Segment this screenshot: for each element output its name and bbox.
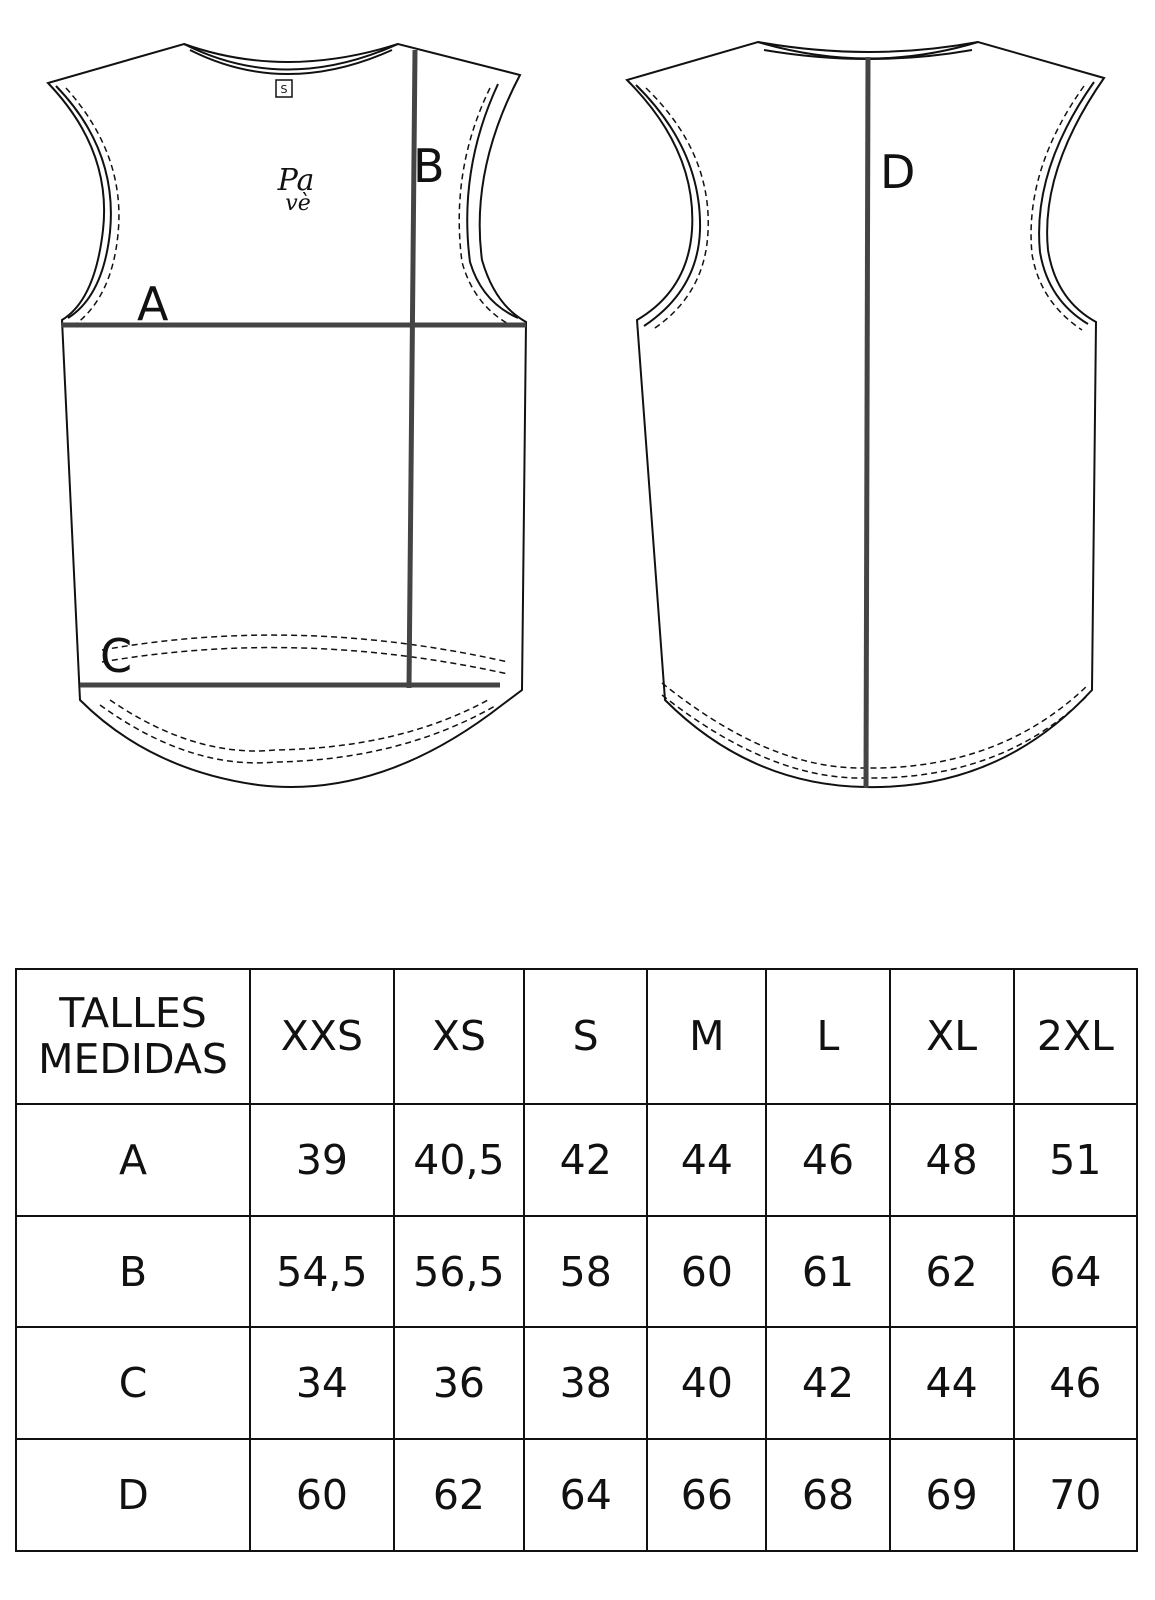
table-cell: 60 — [647, 1216, 766, 1328]
table-cell: 46 — [1014, 1327, 1137, 1439]
size-header: S — [524, 969, 647, 1104]
measure-lines-front — [62, 50, 526, 688]
brand-logo-line2: vè — [285, 191, 311, 216]
size-chart-table — [15, 968, 1138, 1552]
header-corner-line1: TALLES — [59, 989, 207, 1038]
header-corner-cell — [16, 969, 250, 1104]
table-cell: 60 — [250, 1439, 394, 1551]
table-cell: 40 — [647, 1327, 766, 1439]
table-cell: 40,5 — [394, 1104, 524, 1216]
size-header: M — [647, 969, 766, 1104]
measure-label-d: D — [880, 145, 916, 199]
table-cell: 42 — [766, 1327, 889, 1439]
measure-lines-back — [866, 57, 868, 788]
table-cell: 62 — [890, 1216, 1014, 1328]
brand-logo-line1: Pa — [277, 163, 315, 198]
table-row — [16, 1327, 1137, 1439]
table-cell: 51 — [1014, 1104, 1137, 1216]
table-cell: 66 — [647, 1439, 766, 1551]
table-cell: 56,5 — [394, 1216, 524, 1328]
table-cell: 36 — [394, 1327, 524, 1439]
table-header-row — [16, 969, 1137, 1104]
table-cell: 69 — [890, 1439, 1014, 1551]
table-cell: 46 — [766, 1104, 889, 1216]
table-cell: 34 — [250, 1327, 394, 1439]
table-cell: 42 — [524, 1104, 647, 1216]
table-cell: 44 — [890, 1327, 1014, 1439]
row-label: C — [16, 1327, 250, 1439]
measure-label-c: C — [100, 629, 133, 683]
table-cell: 38 — [524, 1327, 647, 1439]
row-label: A — [16, 1104, 250, 1216]
table-cell: 70 — [1014, 1439, 1137, 1551]
row-label: D — [16, 1439, 250, 1551]
table-row — [16, 1439, 1137, 1551]
size-header: XS — [394, 969, 524, 1104]
table-cell: 64 — [1014, 1216, 1137, 1328]
table-row — [16, 1216, 1137, 1328]
measure-label-a: A — [137, 277, 169, 331]
size-tag-text: S — [280, 83, 288, 96]
measure-label-b: B — [413, 139, 445, 193]
table-cell: 64 — [524, 1439, 647, 1551]
row-label: B — [16, 1216, 250, 1328]
table-cell: 61 — [766, 1216, 889, 1328]
size-header: XL — [890, 969, 1014, 1104]
table-row — [16, 1104, 1137, 1216]
table-cell: 39 — [250, 1104, 394, 1216]
table-cell: 62 — [394, 1439, 524, 1551]
header-corner-line2: MEDIDAS — [38, 1035, 228, 1084]
table-cell: 58 — [524, 1216, 647, 1328]
size-header: L — [766, 969, 889, 1104]
size-header: 2XL — [1014, 969, 1137, 1104]
table-cell: 68 — [766, 1439, 889, 1551]
size-header: XXS — [250, 969, 394, 1104]
table-cell: 44 — [647, 1104, 766, 1216]
table-cell: 48 — [890, 1104, 1014, 1216]
table-cell: 54,5 — [250, 1216, 394, 1328]
